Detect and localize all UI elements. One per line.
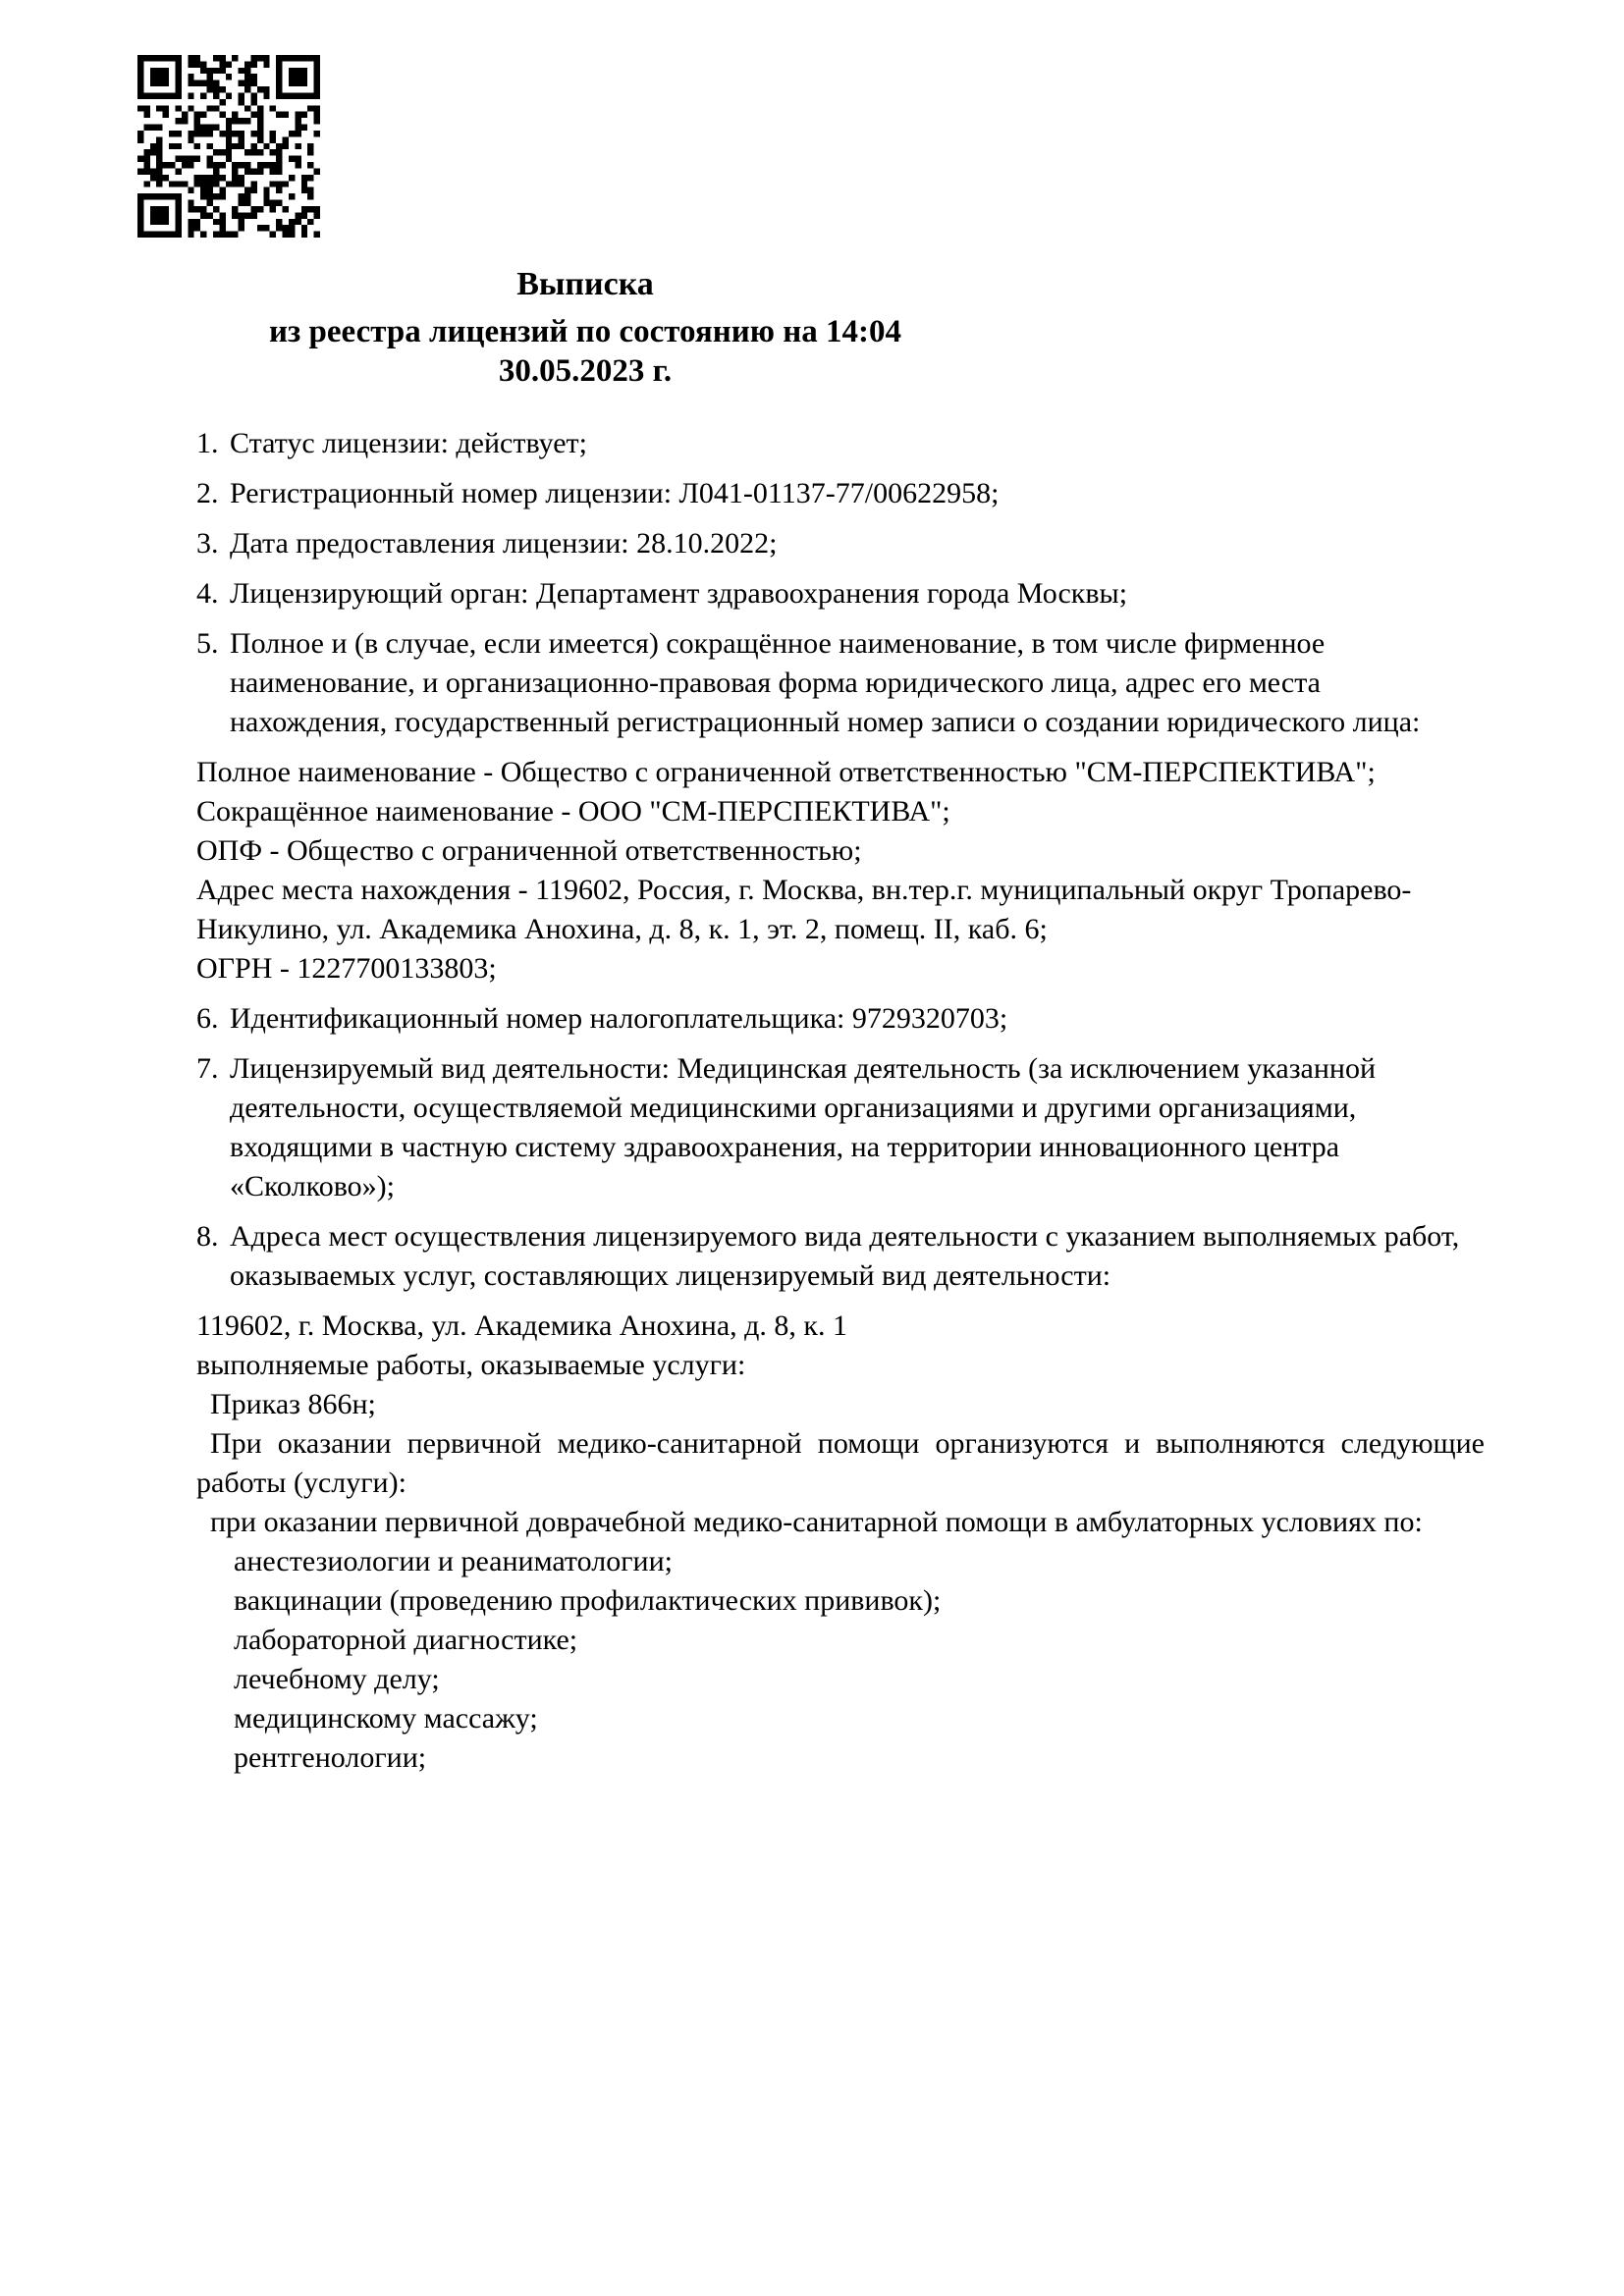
qr-code-image [137, 55, 320, 238]
document-subtitle: из реестра лицензий по состоянию на 14:04 30.05.2023 г. [269, 314, 901, 389]
item-number: 6. [196, 1002, 219, 1035]
item-activity-addresses-heading [196, 1217, 1485, 1296]
item-text: Дата предоставления лицензии: 28.10.2022; [230, 527, 778, 560]
item-text: Полное и (в случае, если имеется) сокращённое наименование, в том числе фирменное наименование, и организационно-правовая форма юридического лица, адрес его места нахождения, государственный регистрационный номер записи о создании юридического лица: [230, 627, 1421, 738]
item-number: 7. [196, 1052, 219, 1085]
document-title: Выписка [516, 266, 654, 302]
entity-address: Адрес места нахождения - 119602, Россия, г. Москва, вн.тер.г. муниципальный округ Тропарево-Никулино, ул. Академика Анохина, д. 8, к. 1, эт. 2, помещ. II, каб. 6; [196, 874, 1412, 945]
item-text: Лицензируемый вид деятельности: Медицинская деятельность (за исключением указанной деятельности, осуществляемой медицинскими организациями и другими организациями, входящими в частную систему здравоохранения, на территории инновационного центра «Сколково»); [230, 1052, 1377, 1202]
service-item: рентгенологии; [234, 1741, 427, 1774]
item-text: Лицензирующий орган: Департамент здравоохранения города Москвы; [230, 577, 1128, 610]
document-text [196, 424, 1485, 1778]
entity-short-name: Сокращённое наименование - ООО "СМ-ПЕРСПЕКТИВА"; [196, 795, 950, 828]
item-activity-type [196, 1049, 1485, 1206]
document-header [196, 265, 974, 391]
entity-details-block [196, 753, 1485, 988]
item-text: Идентификационный номер налогоплательщика: 9729320703; [230, 1002, 1008, 1035]
item-text: Статус лицензии: действует; [230, 427, 587, 459]
entity-opf: ОПФ - Общество с ограниченной ответственностью; [196, 834, 862, 867]
service-item: анестезиологии и реаниматологии; [234, 1545, 673, 1577]
item-grant-date [196, 524, 1485, 563]
activity-address: 119602, г. Москва, ул. Академика Анохина, д. 8, к. 1 [196, 1309, 848, 1342]
item-text: Адреса мест осуществления лицензируемого вида деятельности с указанием выполняемых работ, оказываемых услуг, составляющих лицензируемый вид деятельности: [230, 1220, 1460, 1292]
work-paragraph: При оказании первичной медико-санитарной помощи организуются и выполняются следующие работы (услуги): [196, 1427, 1485, 1499]
item-number: 5. [196, 627, 219, 660]
item-text: Регистрационный номер лицензии: Л041-01137-77/00622958; [230, 477, 1000, 509]
item-number: 1. [196, 427, 219, 459]
item-registration-number [196, 474, 1485, 513]
item-number: 8. [196, 1220, 219, 1253]
service-item: вакцинации (проведению профилактических прививок); [234, 1584, 942, 1617]
service-item: лечебному делу; [234, 1663, 440, 1695]
works-label: выполняемые работы, оказываемые услуги: [196, 1349, 746, 1381]
service-item: медицинскому массажу; [234, 1702, 538, 1735]
item-licensing-authority [196, 574, 1485, 614]
item-license-status [196, 424, 1485, 463]
entity-full-name: Полное наименование - Общество с ограниченной ответственностью "СМ-ПЕРСПЕКТИВА"; [196, 756, 1376, 788]
item-inn [196, 999, 1485, 1039]
activity-details-block [196, 1307, 1485, 1778]
order-reference: Приказ 866н; [210, 1388, 376, 1420]
service-item: лабораторной диагностике; [234, 1624, 578, 1656]
entity-ogrn: ОГРН - 1227700133803; [196, 952, 497, 985]
item-number: 4. [196, 577, 219, 610]
item-number: 3. [196, 527, 219, 560]
work-paragraph: при оказании первичной доврачебной медико-санитарной помощи в амбулаторных условиях по: [210, 1506, 1423, 1538]
document-body [196, 265, 1485, 1789]
item-entity-info-heading [196, 624, 1485, 742]
qr-code [137, 55, 320, 238]
item-number: 2. [196, 477, 219, 509]
